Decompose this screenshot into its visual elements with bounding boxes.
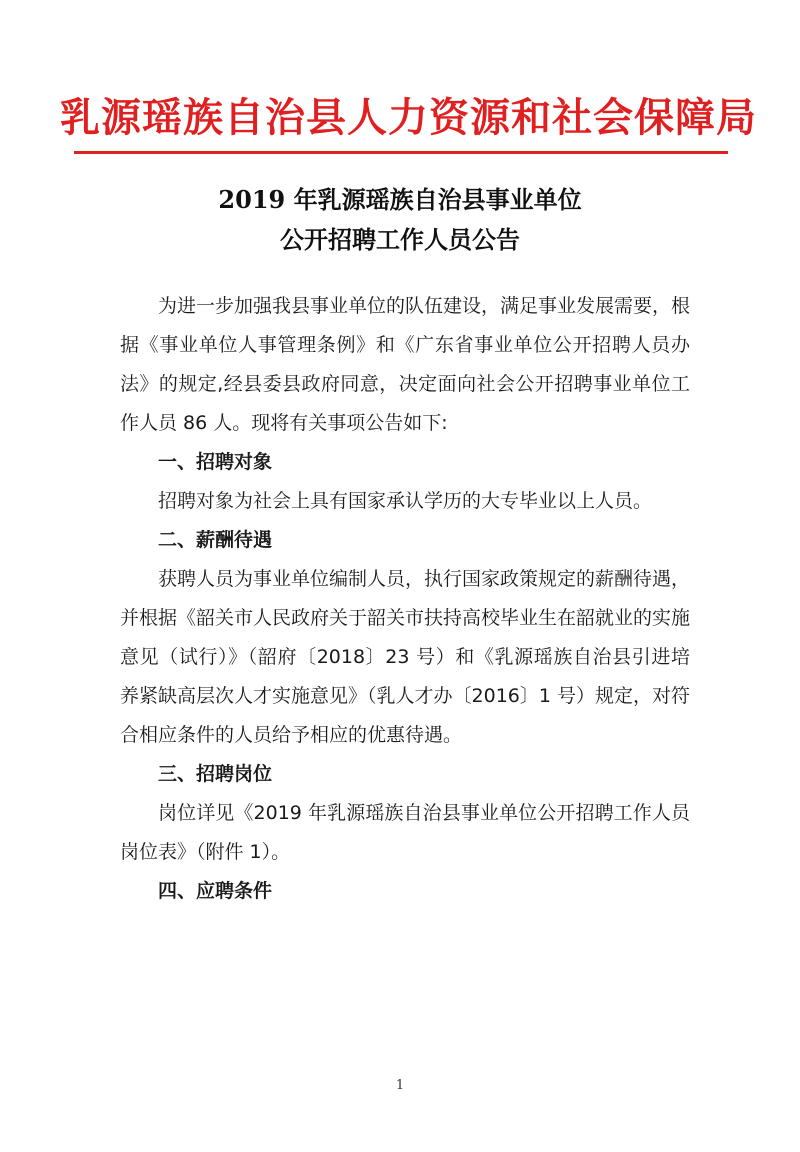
section-text-positions: 岗位详见《2019 年乳源瑶族自治县事业单位公开招聘工作人员岗位表》（附件 1）。 [120,802,690,863]
notice-title-line-2: 公开招聘工作人员公告 [280,225,520,254]
section-heading-positions: 三、招聘岗位 [158,763,273,785]
agency-letterhead: 乳源瑶族自治县人力资源和社会保障局 [60,94,757,141]
page-number: 1 [395,1078,405,1093]
notice-body [120,287,690,911]
section-text-salary-benefits: 获聘人员为事业单位编制人员，执行国家政策规定的薪酬待遇，并根据《韶关市人民政府关于韶关市扶持高校毕业生在韶就业的实施意见（试行）》（韶府〔2018〕23 号）和《乳源瑶族自治县引进培养紧缺高层次人才实施意见》（乳人才办〔2016〕1 号）规定，对符合相应条件的人员给予相应的优惠待遇。 [120,568,691,746]
letterhead-red-rule [74,151,728,154]
section-heading-requirements: 四、应聘条件 [158,880,273,902]
notice-title-line-1: 2019 年乳源瑶族自治县事业单位 [218,185,582,214]
section-heading-recruitment-targets: 一、招聘对象 [158,451,273,473]
intro-paragraph: 为进一步加强我县事业单位的队伍建设，满足事业发展需要，根据《事业单位人事管理条例》和《广东省事业单位公开招聘人员办法》的规定,经县委县政府同意，决定面向社会公开招聘事业单位工作人员 86 人。现将有关事项公告如下: [120,295,691,434]
section-text-recruitment-targets: 招聘对象为社会上具有国家承认学历的大专毕业以上人员。 [158,490,653,512]
section-heading-salary-benefits: 二、薪酬待遇 [158,529,273,551]
